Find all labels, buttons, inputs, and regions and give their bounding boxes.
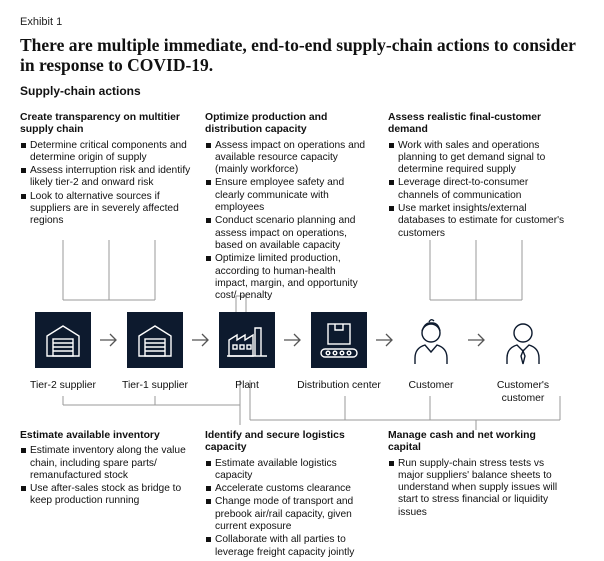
exhibit-title: There are multiple immediate, end-to-end supply-chain actions to consider in response to COVID-19.	[20, 35, 576, 75]
action-bullet: Change mode of transport and prebook air/rail capacity, given current exposure	[205, 496, 375, 533]
tier-1-supplier-node	[127, 312, 183, 368]
flow-arrow-icon	[190, 330, 212, 350]
action-bullet: Assess impact on operations and available resource capacity (mainly workforce)	[205, 140, 370, 177]
customer-node	[403, 312, 459, 368]
exhibit-number: Exhibit 1	[20, 16, 63, 28]
flow-arrow-icon	[282, 330, 304, 350]
flow-arrow-icon	[374, 330, 396, 350]
action-bullet: Run supply-chain stress tests vs major suppliers' balance sheets to understand when supply issues will start to stress financial or liquidity issues	[388, 458, 568, 519]
action-heading: Assess realistic final-customer demand	[388, 112, 542, 136]
node-label: Distribution center	[297, 380, 381, 391]
action-bullet: Work with sales and operations planning to get demand signal to determine required supply	[388, 140, 568, 177]
action-heading: Identify and secure logistics capacity	[205, 430, 345, 454]
action-transparency	[20, 112, 198, 229]
action-bullet: Collaborate with all parties to leverage freight capacity jointly	[205, 534, 375, 559]
man-person-icon	[495, 312, 551, 368]
action-heading: Estimate available inventory	[20, 430, 160, 441]
action-bullet: Accelerate customs clearance	[205, 483, 375, 495]
distribution-center-node	[311, 312, 367, 368]
action-bullet: Ensure employee safety and clearly communicate with employees	[205, 177, 370, 214]
node-label: Tier-2 supplier	[29, 380, 97, 391]
flow-arrow-icon	[466, 330, 488, 350]
action-bullet: Look to alternative sources if suppliers are in severely affected regions	[20, 191, 198, 228]
action-heading: Optimize production and distribution capacity	[205, 112, 328, 136]
node-label: Tier-1 supplier	[121, 380, 189, 391]
action-bullet: Estimate available logistics capacity	[205, 458, 375, 483]
action-bullet: Conduct scenario planning and assess impact on operations, based on available capacity	[205, 215, 370, 252]
action-bullet: Optimize limited production, according to human-health impact, margin, and opportunity cost/ penalty	[205, 253, 370, 302]
node-label: Customer	[408, 380, 454, 391]
plant-node	[219, 312, 275, 368]
node-label: Plant	[235, 380, 259, 391]
section-subtitle: Supply-chain actions	[20, 84, 141, 98]
action-bullet: Determine critical components and determine origin of supply	[20, 140, 198, 165]
factory-icon	[219, 312, 275, 368]
action-production	[205, 112, 370, 303]
action-cash	[388, 430, 568, 520]
flow-arrow-icon	[98, 330, 120, 350]
action-bullet: Leverage direct-to-consumer channels of communication	[388, 177, 568, 202]
customers-customer-node	[495, 312, 551, 368]
node-label: Customer's customer	[496, 380, 550, 404]
action-inventory	[20, 430, 190, 509]
action-bullet: Estimate inventory along the value chain, including spare parts/ remanufactured stock	[20, 445, 190, 482]
tier-2-supplier-node	[35, 312, 91, 368]
warehouse-icon	[127, 312, 183, 368]
action-bullet: Use market insights/external databases to estimate for customer's customers	[388, 203, 568, 240]
action-demand	[388, 112, 568, 241]
action-heading: Create transparency on multitier supply chain	[20, 112, 180, 136]
woman-person-icon	[403, 312, 459, 368]
action-logistics	[205, 430, 375, 560]
warehouse-icon	[35, 312, 91, 368]
conveyor-icon	[311, 312, 367, 368]
action-bullet: Use after-sales stock as bridge to keep production running	[20, 483, 190, 508]
action-heading: Manage cash and net working capital	[388, 430, 536, 454]
action-bullet: Assess interruption risk and identify likely tier-2 and onward risk	[20, 165, 198, 190]
